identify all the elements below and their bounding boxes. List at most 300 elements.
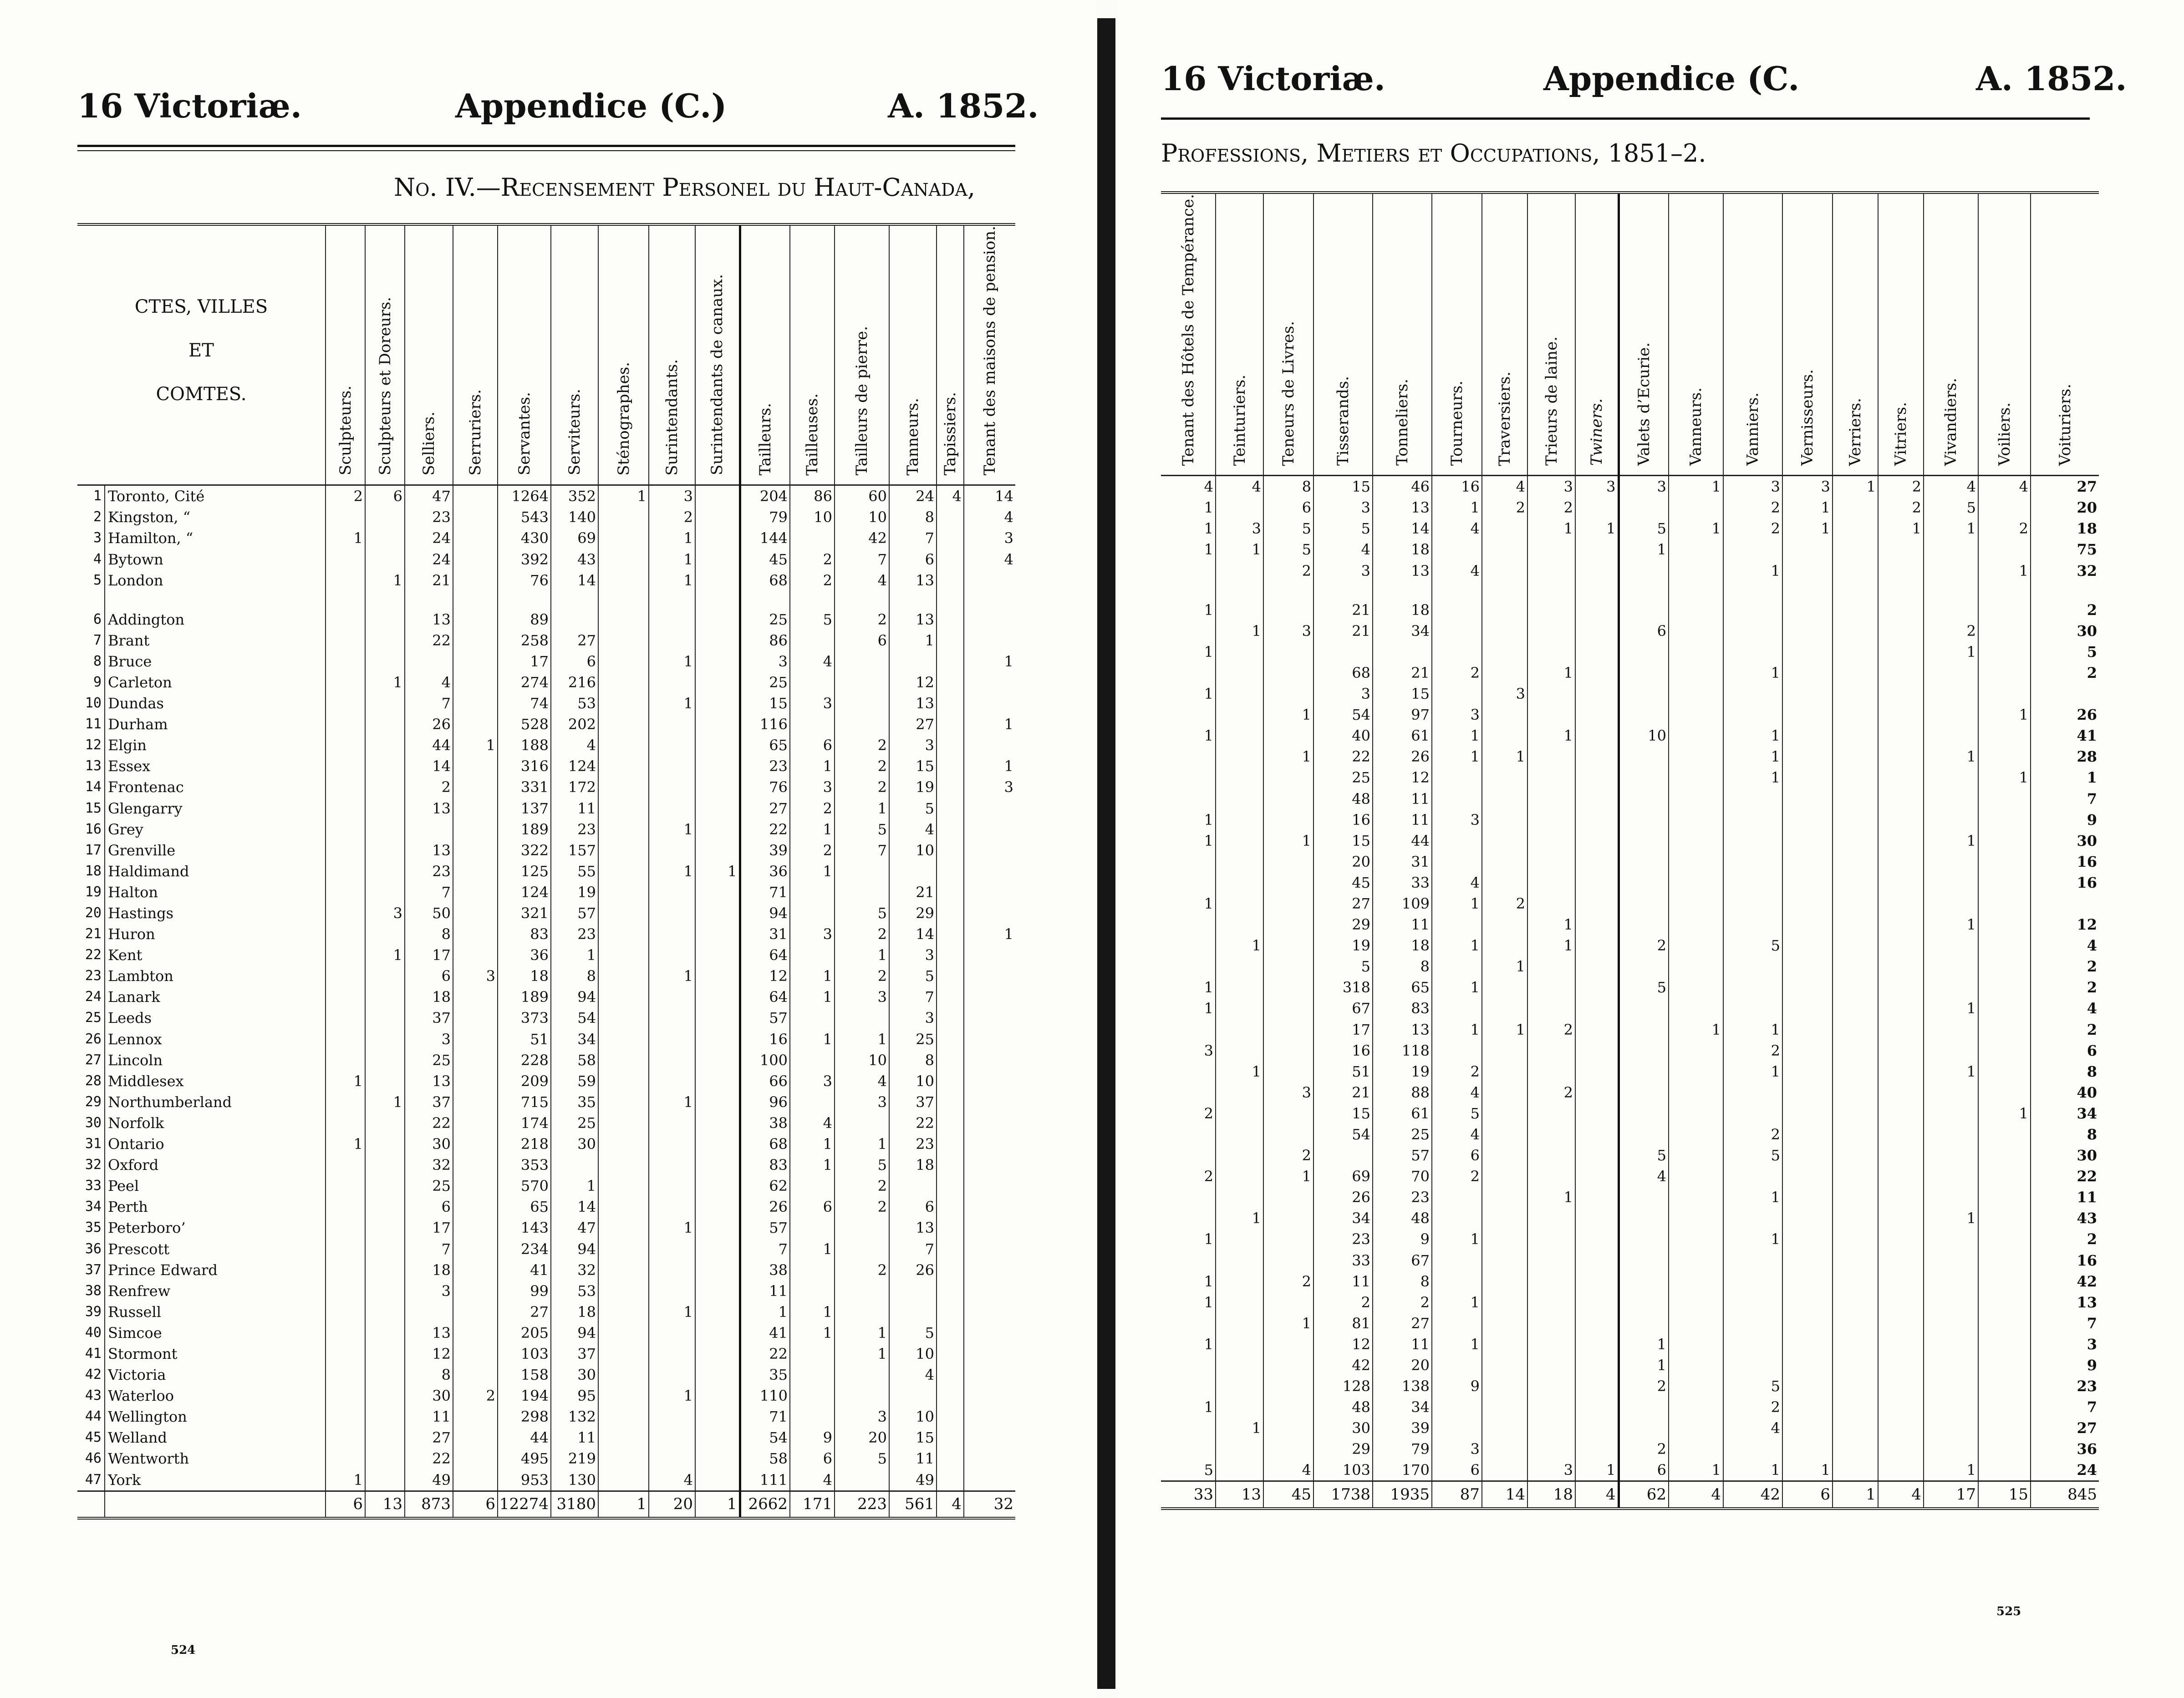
table-cell: 4 bbox=[1313, 539, 1373, 560]
table-cell bbox=[1263, 935, 1313, 956]
table-cell bbox=[889, 1281, 937, 1301]
header-rule bbox=[77, 145, 1015, 147]
table-cell: 2 bbox=[1723, 518, 1782, 539]
table-cell bbox=[695, 986, 740, 1007]
table-cell bbox=[1878, 914, 1924, 935]
table-cell: 2 bbox=[2031, 1019, 2099, 1040]
table-cell bbox=[1833, 1271, 1878, 1292]
table-cell bbox=[1216, 1439, 1263, 1459]
area-name: Frontenac bbox=[105, 777, 326, 798]
table-cell bbox=[964, 945, 1015, 966]
table-cell bbox=[1161, 1250, 1216, 1271]
table-cell bbox=[365, 1134, 405, 1154]
table-cell: 1 bbox=[790, 756, 835, 777]
table-cell bbox=[1619, 1313, 1669, 1334]
table-cell: 1 bbox=[790, 861, 835, 882]
column-header bbox=[1527, 193, 1575, 476]
table-cell bbox=[365, 693, 405, 714]
table-cell: 1 bbox=[1978, 560, 2031, 581]
table-cell: 1 bbox=[790, 1134, 835, 1154]
table-cell bbox=[365, 1113, 405, 1134]
table-cell: 23 bbox=[405, 507, 453, 528]
table-cell bbox=[1669, 851, 1723, 872]
table-cell bbox=[1782, 1271, 1833, 1292]
table-cell: 13 bbox=[405, 609, 453, 630]
table-cell: 1 bbox=[1527, 518, 1575, 539]
table-cell bbox=[889, 861, 937, 882]
table-cell bbox=[1833, 1040, 1878, 1061]
row-number: 16 bbox=[85, 821, 102, 837]
running-head-session: 16 Victoriæ. bbox=[77, 86, 302, 125]
table-cell bbox=[1669, 1082, 1723, 1103]
table-cell bbox=[695, 882, 740, 903]
table-cell: 35 bbox=[551, 1092, 598, 1113]
table-cell bbox=[1263, 1229, 1313, 1250]
table-cell bbox=[598, 507, 649, 528]
table-cell: 24 bbox=[889, 485, 937, 507]
table-cell: 1 bbox=[1216, 935, 1263, 956]
table-cell: 1 bbox=[790, 819, 835, 840]
column-header-label: Sténographes. bbox=[614, 361, 633, 476]
table-cell bbox=[964, 1113, 1015, 1134]
table-cell bbox=[1216, 1334, 1263, 1355]
table-cell bbox=[1575, 620, 1619, 641]
table-cell bbox=[1878, 746, 1924, 767]
table-cell: 1 bbox=[649, 1301, 695, 1322]
table-cell: 1 bbox=[1432, 977, 1482, 998]
table-cell bbox=[598, 1113, 649, 1134]
table-cell: 15 bbox=[1313, 476, 1373, 498]
spacer-cell bbox=[326, 591, 365, 609]
table-cell bbox=[649, 1050, 695, 1071]
table-cell bbox=[695, 1469, 740, 1491]
table-cell bbox=[1527, 767, 1575, 788]
table-cell: 1 bbox=[1482, 1019, 1527, 1040]
table-cell: 4 bbox=[1204, 478, 1213, 496]
table-cell bbox=[1619, 704, 1669, 725]
row-number: 41 bbox=[85, 1345, 102, 1362]
table-cell: 21 bbox=[1313, 620, 1373, 641]
table-cell: 1 bbox=[551, 1175, 598, 1196]
table-cell bbox=[1669, 1208, 1723, 1229]
table-cell: 1 bbox=[1204, 520, 1213, 538]
table-cell bbox=[790, 1364, 835, 1385]
table-cell: 38 bbox=[740, 1113, 790, 1134]
area-name: Lennox bbox=[105, 1029, 326, 1050]
table-cell bbox=[937, 1050, 964, 1071]
table-cell: 34 bbox=[1373, 1397, 1432, 1418]
table-cell bbox=[598, 1007, 649, 1028]
table-cell bbox=[1924, 683, 1978, 704]
table-cell bbox=[835, 1238, 889, 1259]
table-cell bbox=[1482, 1040, 1527, 1061]
table-cell: 29 bbox=[1313, 914, 1373, 935]
area-name: Northumberland bbox=[105, 1092, 326, 1113]
table-cell: 23 bbox=[1313, 1229, 1373, 1250]
column-header-label: Surintendants de canaux. bbox=[708, 274, 727, 476]
column-header bbox=[1723, 193, 1782, 476]
table-cell: 189 bbox=[498, 986, 551, 1007]
column-header-label: Vivandiers. bbox=[1942, 377, 1960, 466]
table-cell: 20 bbox=[1373, 1355, 1432, 1376]
area-name: Grenville bbox=[105, 840, 326, 861]
table-cell: 58 bbox=[551, 1050, 598, 1071]
table-cell: 67 bbox=[1373, 1250, 1432, 1271]
table-cell bbox=[1619, 1019, 1669, 1040]
table-row bbox=[77, 1217, 1015, 1238]
table-cell bbox=[1161, 851, 1216, 872]
table-cell bbox=[1723, 788, 1782, 809]
table-cell: 24 bbox=[405, 549, 453, 569]
table-cell: 1 bbox=[1723, 767, 1782, 788]
totals-spacer bbox=[77, 1491, 105, 1518]
table-cell: 3 bbox=[1723, 476, 1782, 498]
column-header-label: Sculpteurs et Doreurs. bbox=[376, 297, 394, 476]
table-cell: 1 bbox=[365, 945, 405, 966]
table-cell bbox=[1978, 497, 2031, 518]
table-cell bbox=[453, 924, 498, 945]
table-cell bbox=[1216, 1103, 1263, 1124]
table-cell bbox=[1878, 872, 1924, 893]
table-cell: 39 bbox=[740, 840, 790, 861]
table-cell bbox=[1782, 998, 1833, 1019]
table-cell: 2 bbox=[2031, 1229, 2099, 1250]
column-header-label: Vanneurs. bbox=[1687, 387, 1705, 466]
table-cell bbox=[1978, 893, 2031, 914]
table-cell bbox=[1161, 914, 1216, 935]
table-cell: 41 bbox=[2031, 725, 2099, 746]
table-cell: 26 bbox=[889, 1260, 937, 1281]
table-cell: 1 bbox=[1432, 725, 1482, 746]
table-cell: 65 bbox=[498, 1196, 551, 1217]
table-cell bbox=[1263, 641, 1313, 662]
table-cell: 1 bbox=[1204, 1335, 1213, 1353]
table-cell bbox=[1878, 1208, 1924, 1229]
table-row bbox=[1161, 914, 2099, 935]
column-header bbox=[964, 224, 1015, 485]
table-row bbox=[1161, 746, 2099, 767]
table-cell bbox=[1216, 1250, 1263, 1271]
table-cell bbox=[365, 1196, 405, 1217]
table-cell bbox=[1575, 1313, 1619, 1334]
table-cell bbox=[1263, 851, 1313, 872]
table-cell bbox=[1263, 725, 1313, 746]
table-cell bbox=[598, 1281, 649, 1301]
column-header-label: Vanniers. bbox=[1744, 392, 1762, 466]
total-cell: 32 bbox=[964, 1491, 1015, 1518]
table-cell: 100 bbox=[740, 1050, 790, 1071]
area-name: Huron bbox=[105, 924, 326, 945]
table-cell bbox=[405, 819, 453, 840]
table-row bbox=[77, 1071, 1015, 1092]
table-cell bbox=[1527, 1061, 1575, 1082]
table-cell bbox=[365, 735, 405, 756]
table-cell bbox=[1619, 1187, 1669, 1208]
table-cell bbox=[1782, 1019, 1833, 1040]
row-number: 36 bbox=[85, 1240, 102, 1257]
table-cell: 8 bbox=[551, 966, 598, 986]
table-cell bbox=[1782, 872, 1833, 893]
table-cell: 1 bbox=[1723, 1187, 1782, 1208]
table-cell: 1 bbox=[649, 966, 695, 986]
table-cell: 46 bbox=[1373, 476, 1432, 498]
table-cell: 5 bbox=[889, 798, 937, 819]
table-cell: 2 bbox=[1723, 1397, 1782, 1418]
table-row bbox=[1161, 497, 2099, 518]
table-cell bbox=[1669, 497, 1723, 518]
table-row bbox=[1161, 1292, 2099, 1313]
table-cell: 1 bbox=[1723, 1459, 1782, 1481]
table-cell bbox=[1723, 1271, 1782, 1292]
table-cell bbox=[551, 609, 598, 630]
table-cell bbox=[1782, 620, 1833, 641]
table-cell: 76 bbox=[740, 777, 790, 798]
table-cell: 1 bbox=[835, 798, 889, 819]
table-cell bbox=[1669, 1355, 1723, 1376]
table-cell: 4 bbox=[1723, 1418, 1782, 1439]
table-cell bbox=[1833, 1439, 1878, 1459]
table-cell: 1 bbox=[326, 1134, 365, 1154]
table-cell: 25 bbox=[740, 609, 790, 630]
table-cell bbox=[1527, 746, 1575, 767]
table-cell bbox=[1924, 1397, 1978, 1418]
table-cell: 18 bbox=[405, 986, 453, 1007]
table-cell: 23 bbox=[740, 756, 790, 777]
table-cell: 1 bbox=[649, 861, 695, 882]
total-cell: 62 bbox=[1619, 1481, 1669, 1509]
table-cell bbox=[365, 507, 405, 528]
table-cell bbox=[365, 1175, 405, 1196]
row-number: 17 bbox=[85, 842, 102, 858]
table-cell bbox=[790, 1092, 835, 1113]
table-cell: 14 bbox=[551, 1196, 598, 1217]
spacer-cell bbox=[790, 591, 835, 609]
table-cell bbox=[1782, 1439, 1833, 1459]
table-cell: 36 bbox=[740, 861, 790, 882]
table-cell bbox=[1263, 1019, 1313, 1040]
table-cell: 94 bbox=[551, 1322, 598, 1343]
table-cell bbox=[1619, 1061, 1669, 1082]
table-cell bbox=[1782, 641, 1833, 662]
table-cell bbox=[1216, 1376, 1263, 1397]
table-cell bbox=[1482, 1418, 1527, 1439]
table-cell bbox=[1619, 1271, 1669, 1292]
column-header-label: Tapissiers. bbox=[941, 391, 959, 476]
table-cell bbox=[326, 1385, 365, 1406]
table-row bbox=[1161, 518, 2099, 539]
table-cell bbox=[1216, 1355, 1263, 1376]
table-cell: 25 bbox=[740, 672, 790, 693]
table-cell bbox=[326, 1260, 365, 1281]
table-cell: 2 bbox=[2031, 977, 2099, 998]
table-cell bbox=[1216, 851, 1263, 872]
table-cell: 54 bbox=[551, 1007, 598, 1028]
table-cell bbox=[1216, 1124, 1263, 1145]
table-cell: 1 bbox=[1924, 830, 1978, 851]
table-cell bbox=[964, 672, 1015, 693]
table-cell: 58 bbox=[740, 1448, 790, 1469]
table-cell bbox=[964, 1322, 1015, 1343]
table-cell bbox=[1527, 1208, 1575, 1229]
table-cell: 68 bbox=[740, 1134, 790, 1154]
table-cell bbox=[964, 861, 1015, 882]
table-cell: 14 bbox=[889, 924, 937, 945]
table-cell: 65 bbox=[740, 735, 790, 756]
table-cell bbox=[1216, 1292, 1263, 1313]
table-cell: 61 bbox=[1373, 725, 1432, 746]
table-cell bbox=[1619, 1103, 1669, 1124]
table-cell bbox=[1924, 662, 1978, 683]
table-cell: 3 bbox=[1527, 476, 1575, 498]
table-cell: 7 bbox=[405, 1238, 453, 1259]
table-cell: 1 bbox=[326, 1071, 365, 1092]
table-cell: 30 bbox=[405, 1134, 453, 1154]
row-number: 9 bbox=[93, 674, 102, 690]
total-cell: 873 bbox=[405, 1491, 453, 1518]
table-cell bbox=[1575, 788, 1619, 809]
table-cell: 5 bbox=[1924, 497, 1978, 518]
table-cell: 322 bbox=[498, 840, 551, 861]
table-cell bbox=[1833, 1061, 1878, 1082]
table-cell bbox=[649, 630, 695, 651]
table-cell: 1 bbox=[649, 549, 695, 569]
table-cell: 79 bbox=[1373, 1439, 1432, 1459]
table-cell: 6 bbox=[790, 1196, 835, 1217]
table-cell bbox=[1575, 641, 1619, 662]
column-header-label: Serruriers. bbox=[466, 389, 484, 476]
table-cell: 6 bbox=[1432, 1459, 1482, 1481]
table-cell bbox=[1878, 704, 1924, 725]
table-cell bbox=[1216, 893, 1263, 914]
spacer-cell bbox=[1432, 581, 1482, 600]
running-head-year: A. 1852. bbox=[888, 86, 1039, 125]
table-cell: 14 bbox=[964, 485, 1015, 507]
table-cell bbox=[937, 507, 964, 528]
table-cell bbox=[1619, 600, 1669, 620]
table-cell bbox=[964, 1007, 1015, 1028]
column-header-label: Tailleurs de pierre. bbox=[853, 325, 871, 476]
table-cell bbox=[695, 840, 740, 861]
table-cell bbox=[1878, 725, 1924, 746]
table-cell: 3 bbox=[1263, 620, 1313, 641]
table-cell: 1 bbox=[1575, 1459, 1619, 1481]
table-cell bbox=[1263, 977, 1313, 998]
page-number: 525 bbox=[1996, 1605, 2021, 1618]
table-cell bbox=[695, 1281, 740, 1301]
table-cell bbox=[1878, 830, 1924, 851]
table-cell bbox=[1216, 1271, 1263, 1292]
table-cell: 2 bbox=[1527, 1082, 1575, 1103]
table-cell bbox=[1263, 1250, 1313, 1271]
table-cell: 8 bbox=[2031, 1124, 2099, 1145]
table-cell: 2 bbox=[1482, 893, 1527, 914]
table-cell: 44 bbox=[405, 735, 453, 756]
table-cell bbox=[326, 1301, 365, 1322]
table-cell bbox=[1782, 1334, 1833, 1355]
table-cell: 1 bbox=[835, 945, 889, 966]
table-row bbox=[77, 651, 1015, 672]
table-cell bbox=[1263, 1061, 1313, 1082]
table-cell bbox=[1878, 1376, 1924, 1397]
table-cell: 2 bbox=[2031, 662, 2099, 683]
table-cell: 3 bbox=[889, 945, 937, 966]
table-cell: 1 bbox=[1782, 497, 1833, 518]
table-cell bbox=[365, 528, 405, 549]
table-cell: 3 bbox=[405, 1281, 453, 1301]
table-cell: 4 bbox=[1432, 1124, 1482, 1145]
table-cell: 2 bbox=[1204, 1104, 1213, 1122]
table-cell: 86 bbox=[790, 485, 835, 507]
total-cell: 33 bbox=[1161, 1481, 1216, 1509]
table-row bbox=[77, 1448, 1015, 1469]
area-name: Essex bbox=[105, 756, 326, 777]
table-cell bbox=[1669, 788, 1723, 809]
table-cell bbox=[1924, 893, 1978, 914]
table-cell bbox=[695, 735, 740, 756]
table-cell bbox=[1978, 1376, 2031, 1397]
table-cell: 7 bbox=[889, 528, 937, 549]
table-cell bbox=[1723, 1103, 1782, 1124]
table-row bbox=[77, 966, 1015, 986]
table-cell: 23 bbox=[551, 819, 598, 840]
table-cell: 37 bbox=[405, 1007, 453, 1028]
table-cell bbox=[649, 756, 695, 777]
table-cell: 27 bbox=[740, 798, 790, 819]
table-cell bbox=[365, 819, 405, 840]
table-cell: 47 bbox=[551, 1217, 598, 1238]
table-cell: 6 bbox=[551, 651, 598, 672]
table-cell: 1 bbox=[551, 945, 598, 966]
table-cell: 19 bbox=[1373, 1061, 1432, 1082]
table-cell bbox=[937, 1154, 964, 1175]
table-cell bbox=[1878, 1334, 1924, 1355]
table-cell bbox=[453, 1406, 498, 1427]
table-cell bbox=[365, 630, 405, 651]
table-cell bbox=[1432, 914, 1482, 935]
table-cell bbox=[1878, 1229, 1924, 1250]
table-cell: 16 bbox=[1432, 476, 1482, 498]
table-cell bbox=[1575, 1250, 1619, 1271]
table-cell bbox=[1924, 1355, 1978, 1376]
table-cell: 5 bbox=[1204, 1461, 1213, 1479]
table-cell: 1 bbox=[1723, 746, 1782, 767]
table-cell: 2 bbox=[790, 798, 835, 819]
table-cell bbox=[1924, 1229, 1978, 1250]
table-cell: 132 bbox=[551, 1406, 598, 1427]
table-cell bbox=[1669, 1061, 1723, 1082]
table-row bbox=[77, 570, 1015, 591]
table-cell bbox=[598, 1469, 649, 1491]
table-row bbox=[1161, 998, 2099, 1019]
table-cell: 7 bbox=[2031, 1313, 2099, 1334]
table-cell bbox=[1482, 1166, 1527, 1187]
table-cell bbox=[598, 1134, 649, 1154]
table-cell: 1 bbox=[1723, 1229, 1782, 1250]
row-number: 35 bbox=[85, 1220, 102, 1236]
table-cell: 4 bbox=[649, 1469, 695, 1491]
table-cell bbox=[405, 651, 453, 672]
total-cell: 15 bbox=[1978, 1481, 2031, 1509]
spacer-cell bbox=[1263, 581, 1313, 600]
table-cell bbox=[649, 1406, 695, 1427]
table-cell: 5 bbox=[1723, 935, 1782, 956]
table-cell bbox=[1575, 1082, 1619, 1103]
table-cell bbox=[649, 1448, 695, 1469]
table-cell bbox=[1978, 1229, 2031, 1250]
table-cell bbox=[1782, 1040, 1833, 1061]
table-cell bbox=[1373, 641, 1432, 662]
table-cell: 1 bbox=[649, 651, 695, 672]
